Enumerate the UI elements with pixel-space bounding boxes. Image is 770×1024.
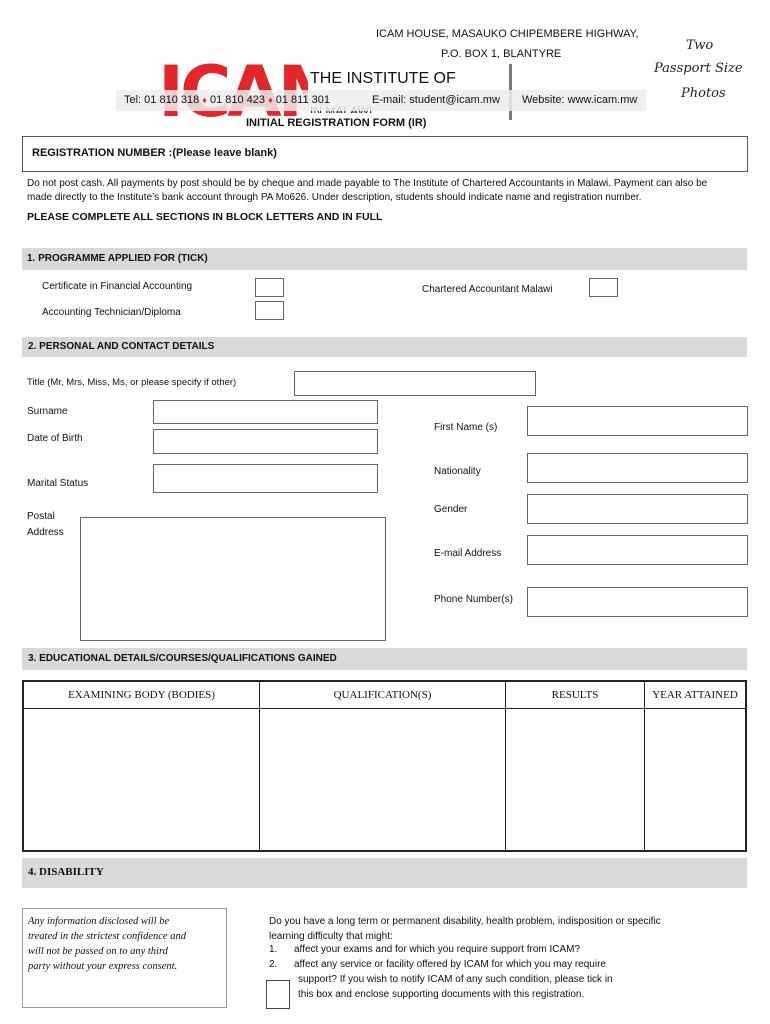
diamond-icon: ♦ [268, 95, 273, 105]
contact-email: E-mail: student@icam.mw [372, 94, 500, 106]
address-line-2: P.O. BOX 1, BLANTYRE [441, 48, 562, 60]
surname-input[interactable] [153, 400, 378, 424]
confidentiality-line: will not be passed on to any third [28, 946, 168, 957]
contact-website: Website: www.icam.mw [522, 94, 638, 106]
title-input[interactable] [294, 371, 536, 396]
phone-1-text: Tel: 01 810 318 [124, 94, 200, 106]
confidentiality-note [28, 914, 186, 974]
surname-label: Surname [27, 406, 68, 417]
item-1-text: affect your exams and for which you require support from ICAM? [294, 944, 581, 955]
section-2-header [22, 337, 747, 357]
first-name-input[interactable] [527, 406, 748, 436]
address-line-1: ICAM HOUSE, MASAUKO CHIPEMBERE HIGHWAY, [376, 28, 639, 40]
nationality-input[interactable] [527, 453, 748, 483]
confidentiality-line: Any information disclosed will be [28, 916, 170, 927]
disability-question [269, 914, 661, 944]
phone-1 [124, 94, 330, 106]
question-line-2: learning difficulty that might: [269, 931, 393, 942]
col-year-attained: YEAR ATTAINED [645, 681, 747, 709]
photo-note-line-2: Passport Size [654, 61, 743, 76]
payment-instructions-2: made directly to the Institute’s bank account through PA Mo626. Under description, students should indicate name and registration number. [27, 192, 642, 203]
disability-checkbox[interactable] [266, 980, 290, 1009]
col-examining-body: EXAMINING BODY (BODIES) [23, 681, 260, 709]
option-chartered-checkbox[interactable] [589, 278, 618, 297]
phone-3-text: 01 811 301 [275, 94, 330, 106]
col-results: RESULTS [506, 681, 645, 709]
education-table [22, 680, 747, 852]
email-label: E-mail Address [434, 548, 502, 559]
item-2-text-c: this box and enclose supporting documents with this registration. [298, 989, 585, 1000]
item-2-number: 2. [269, 959, 278, 970]
confidentiality-line: party without your express consent. [28, 961, 178, 972]
marital-label: Marital Status [27, 478, 89, 489]
title-label: Title (Mr, Mrs, Miss, Ms, or please specify if other) [27, 377, 237, 388]
phone-input[interactable] [527, 587, 748, 617]
option-certificate-label: Certificate in Financial Accounting [42, 281, 193, 292]
block-letters-note: PLEASE COMPLETE ALL SECTIONS IN BLOCK LETTERS AND IN FULL [27, 211, 383, 223]
confidentiality-line: treated in the strictest confidence and [28, 931, 186, 942]
registration-number-label: REGISTRATION NUMBER :(Please leave blank) [32, 147, 277, 159]
cell-qualifications[interactable] [260, 709, 506, 852]
form-title: INITIAL REGISTRATION FORM (IR) [246, 117, 427, 129]
gender-input[interactable] [527, 494, 748, 524]
item-1-number: 1. [269, 944, 278, 955]
section-1-title: 1. PROGRAMME APPLIED FOR (TICK) [27, 253, 208, 264]
dob-input[interactable] [153, 429, 378, 454]
gender-label: Gender [434, 504, 468, 515]
option-technician-label: Accounting Technician/Diploma [42, 307, 181, 318]
section-2-title: 2. PERSONAL AND CONTACT DETAILS [28, 341, 215, 352]
postal-address-input[interactable] [80, 517, 386, 641]
nationality-label: Nationality [434, 466, 481, 477]
cell-examining-body[interactable] [23, 709, 260, 852]
payment-instructions-1: Do not post cash. All payments by post should be by cheque and made payable to The Institute of Chartered Accountants in Malawi. Payment can also be [27, 178, 708, 189]
institute-line-1: THE INSTITUTE OF [310, 70, 456, 87]
photo-note-line-3: Photos [681, 86, 726, 101]
postal-label-1: Postal [27, 511, 55, 522]
table-header-row [23, 681, 746, 709]
table-row[interactable] [23, 709, 746, 852]
col-qualifications: QUALIFICATION(S) [260, 681, 506, 709]
section-3-title: 3. EDUCATIONAL DETAILS/COURSES/QUALIFICATIONS GAINED [28, 653, 337, 664]
first-name-label: First Name (s) [434, 422, 498, 433]
phone-label: Phone Number(s) [434, 594, 513, 605]
section-4-header [22, 858, 747, 888]
section-1-header [22, 248, 747, 270]
option-chartered-label: Chartered Accountant Malawi [422, 284, 553, 295]
option-technician-checkbox[interactable] [255, 301, 284, 320]
email-input[interactable] [527, 535, 748, 565]
dob-label: Date of Birth [27, 433, 83, 444]
marital-input[interactable] [153, 464, 378, 493]
item-2-text: affect any service or facility offered by ICAM for which you may require [294, 959, 606, 970]
diamond-icon: ♦ [202, 95, 207, 105]
section-3-header [22, 648, 747, 670]
cell-year-attained[interactable] [645, 709, 747, 852]
item-2-text-b: support? If you wish to notify ICAM of any such condition, please tick in [298, 974, 613, 985]
question-line-1: Do you have a long term or permanent disability, health problem, indisposition or specific [269, 916, 661, 927]
section-4-title: 4. DISABILITY [28, 866, 104, 878]
cell-results[interactable] [506, 709, 645, 852]
photo-note-line-1: Two [686, 38, 714, 53]
phone-2-text: 01 810 423 [209, 94, 266, 106]
postal-label-2: Address [27, 527, 64, 538]
option-certificate-checkbox[interactable] [255, 278, 284, 297]
